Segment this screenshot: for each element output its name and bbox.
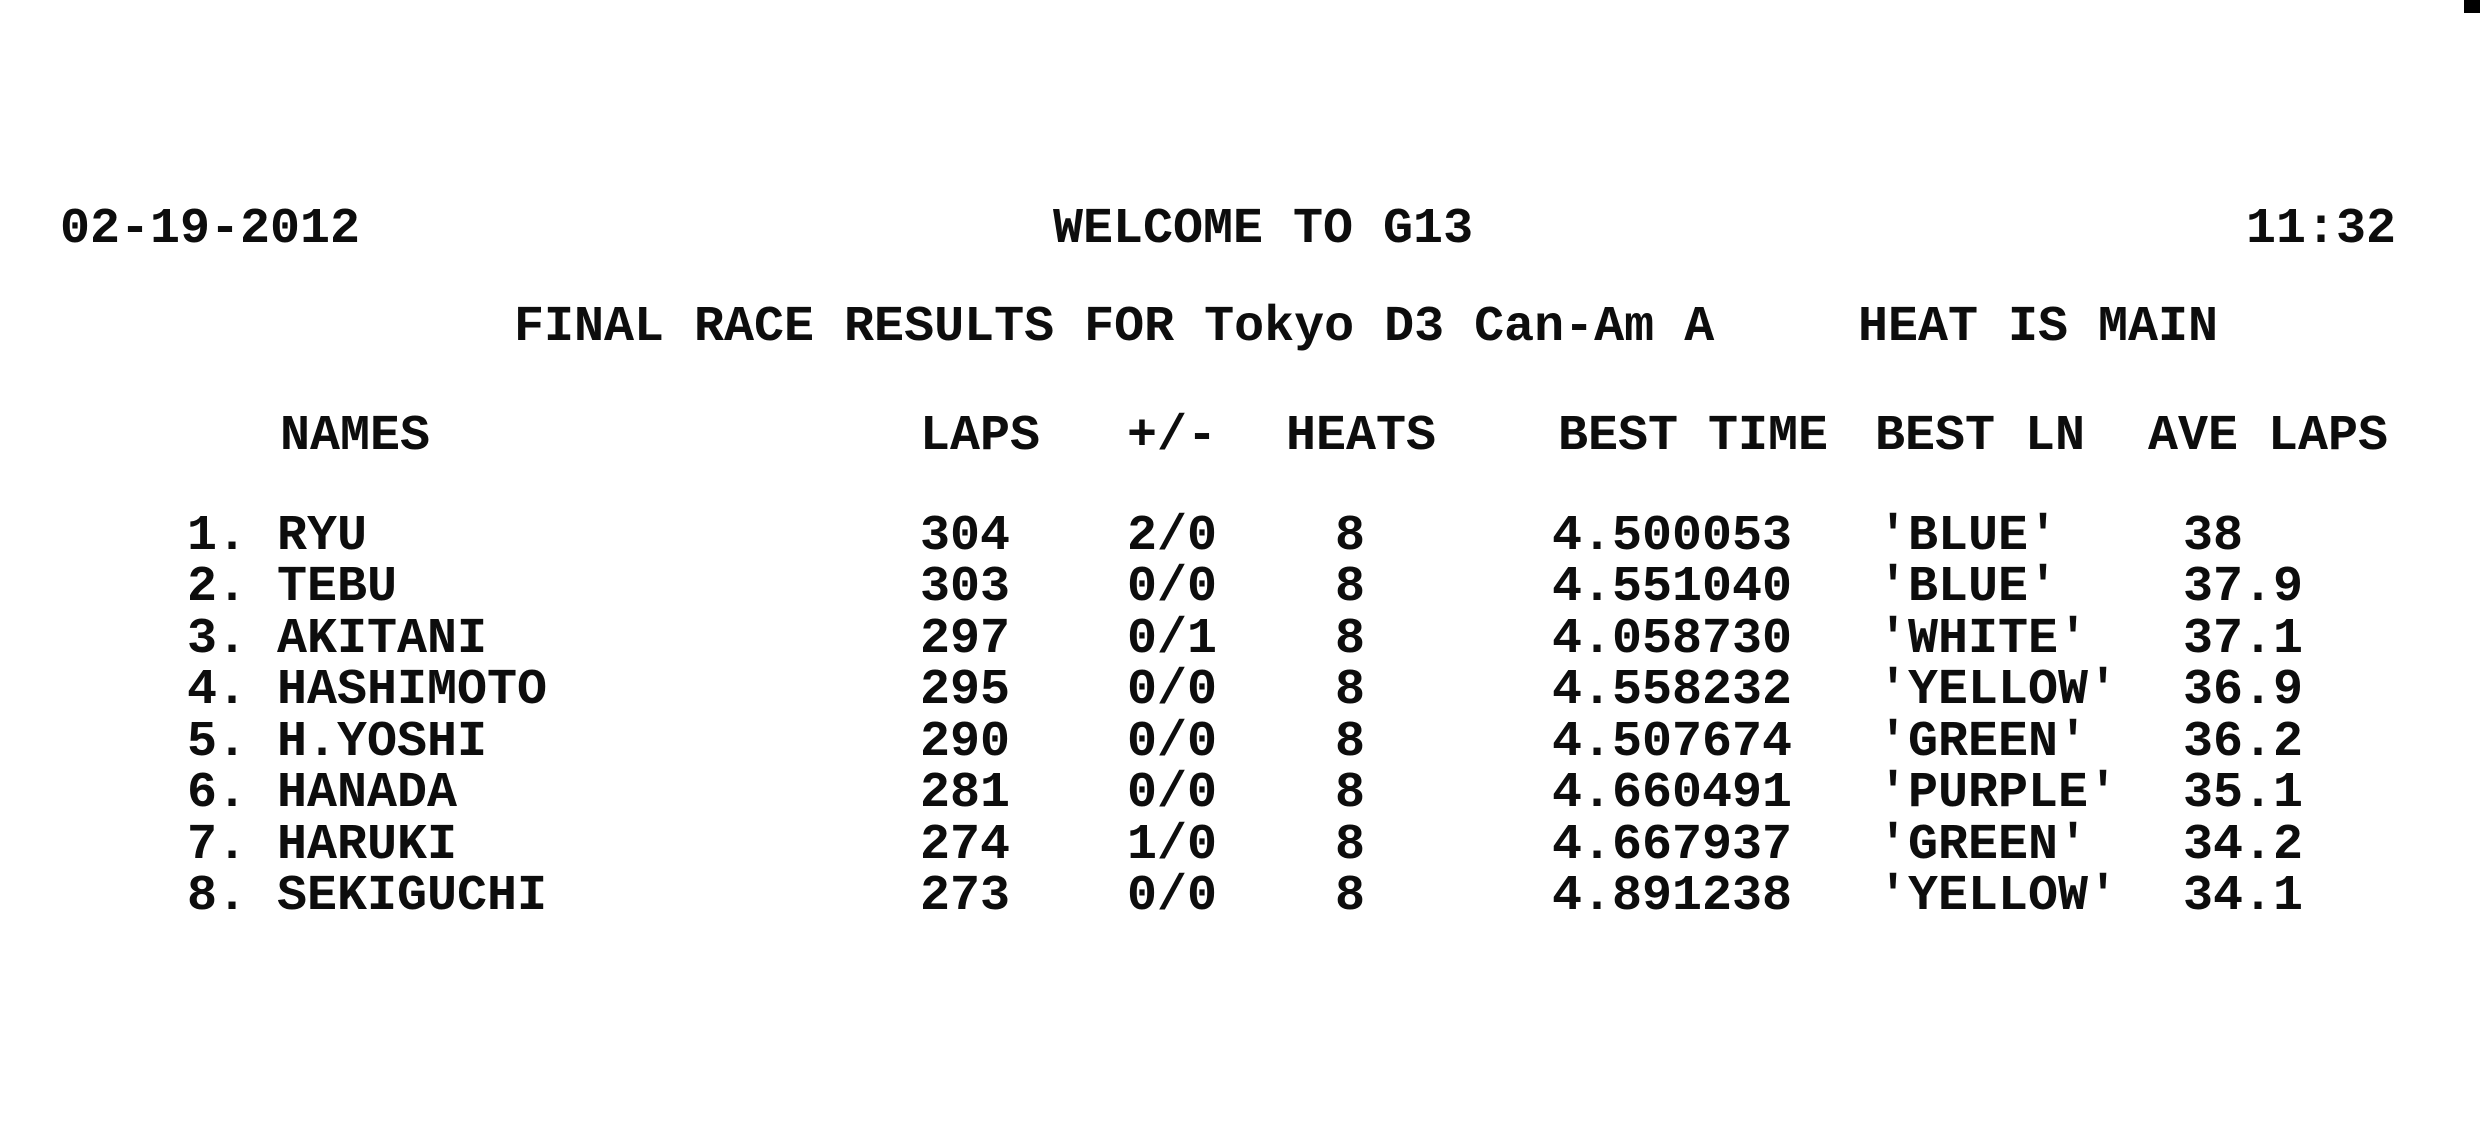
rank-cell: 5. bbox=[187, 714, 248, 771]
heats-cell: 8 bbox=[1335, 714, 1366, 771]
heat-status: HEAT IS MAIN bbox=[1858, 299, 2219, 356]
heats-cell: 8 bbox=[1335, 765, 1366, 822]
heats-cell: 8 bbox=[1335, 817, 1366, 874]
best-time-cell: 4.660491 bbox=[1552, 765, 1793, 822]
heats-cell: 8 bbox=[1335, 611, 1366, 668]
rank-cell: 1. bbox=[187, 508, 248, 565]
best-time-cell: 4.558232 bbox=[1552, 662, 1793, 719]
table-row bbox=[0, 508, 2480, 565]
ave-laps-cell: 37.9 bbox=[2183, 559, 2304, 616]
rank-cell: 8. bbox=[187, 868, 248, 925]
table-row bbox=[0, 868, 2480, 925]
best-lane-cell: 'YELLOW' bbox=[1878, 868, 2119, 925]
col-header-names: NAMES bbox=[280, 408, 431, 465]
rank-cell: 2. bbox=[187, 559, 248, 616]
laps-cell: 303 bbox=[920, 559, 1011, 616]
plus-minus-cell: 0/0 bbox=[1127, 559, 1218, 616]
heats-cell: 8 bbox=[1335, 662, 1366, 719]
page-title: WELCOME TO G13 bbox=[1053, 201, 1474, 258]
report-date: 02-19-2012 bbox=[60, 201, 361, 258]
results-subtitle: FINAL RACE RESULTS FOR Tokyo D3 Can-Am A bbox=[514, 299, 1715, 356]
laps-cell: 304 bbox=[920, 508, 1011, 565]
table-row bbox=[0, 559, 2480, 616]
name-cell: AKITANI bbox=[277, 611, 488, 668]
best-time-cell: 4.667937 bbox=[1552, 817, 1793, 874]
best-time-cell: 4.058730 bbox=[1552, 611, 1793, 668]
heats-cell: 8 bbox=[1335, 508, 1366, 565]
laps-cell: 273 bbox=[920, 868, 1011, 925]
name-cell: HASHIMOTO bbox=[277, 662, 548, 719]
table-row bbox=[0, 662, 2480, 719]
plus-minus-cell: 0/1 bbox=[1127, 611, 1218, 668]
col-header-laps: LAPS bbox=[920, 408, 1041, 465]
rank-cell: 4. bbox=[187, 662, 248, 719]
ave-laps-cell: 38 bbox=[2183, 508, 2244, 565]
best-lane-cell: 'WHITE' bbox=[1878, 611, 2089, 668]
col-header-ave-laps: AVE LAPS bbox=[2148, 408, 2389, 465]
name-cell: HARUKI bbox=[277, 817, 458, 874]
name-cell: HANADA bbox=[277, 765, 458, 822]
best-time-cell: 4.500053 bbox=[1552, 508, 1793, 565]
name-cell: TEBU bbox=[277, 559, 398, 616]
laps-cell: 274 bbox=[920, 817, 1011, 874]
ave-laps-cell: 34.1 bbox=[2183, 868, 2304, 925]
laps-cell: 295 bbox=[920, 662, 1011, 719]
ave-laps-cell: 34.2 bbox=[2183, 817, 2304, 874]
rank-cell: 7. bbox=[187, 817, 248, 874]
heats-cell: 8 bbox=[1335, 868, 1366, 925]
best-time-cell: 4.551040 bbox=[1552, 559, 1793, 616]
ave-laps-cell: 35.1 bbox=[2183, 765, 2304, 822]
col-header-best-time: BEST TIME bbox=[1558, 408, 1829, 465]
ave-laps-cell: 36.2 bbox=[2183, 714, 2304, 771]
rank-cell: 6. bbox=[187, 765, 248, 822]
ave-laps-cell: 36.9 bbox=[2183, 662, 2304, 719]
rank-cell: 3. bbox=[187, 611, 248, 668]
laps-cell: 290 bbox=[920, 714, 1011, 771]
plus-minus-cell: 2/0 bbox=[1127, 508, 1218, 565]
table-row bbox=[0, 714, 2480, 771]
laps-cell: 281 bbox=[920, 765, 1011, 822]
best-lane-cell: 'BLUE' bbox=[1878, 559, 2059, 616]
ave-laps-cell: 37.1 bbox=[2183, 611, 2304, 668]
best-lane-cell: 'GREEN' bbox=[1878, 714, 2089, 771]
plus-minus-cell: 0/0 bbox=[1127, 868, 1218, 925]
best-lane-cell: 'PURPLE' bbox=[1878, 765, 2119, 822]
best-lane-cell: 'YELLOW' bbox=[1878, 662, 2119, 719]
plus-minus-cell: 0/0 bbox=[1127, 714, 1218, 771]
best-time-cell: 4.507674 bbox=[1552, 714, 1793, 771]
name-cell: SEKIGUCHI bbox=[277, 868, 548, 925]
best-time-cell: 4.891238 bbox=[1552, 868, 1793, 925]
heats-cell: 8 bbox=[1335, 559, 1366, 616]
report-time: 11:32 bbox=[2246, 201, 2397, 258]
best-lane-cell: 'GREEN' bbox=[1878, 817, 2089, 874]
table-header-row bbox=[0, 408, 2480, 465]
plus-minus-cell: 0/0 bbox=[1127, 765, 1218, 822]
table-row bbox=[0, 817, 2480, 874]
col-header-heats: HEATS bbox=[1286, 408, 1437, 465]
laps-cell: 297 bbox=[920, 611, 1011, 668]
col-header-best-lane: BEST LN bbox=[1875, 408, 2086, 465]
best-lane-cell: 'BLUE' bbox=[1878, 508, 2059, 565]
name-cell: H.YOSHI bbox=[277, 714, 488, 771]
col-header-plus-minus: +/- bbox=[1127, 408, 1218, 465]
scan-artifact bbox=[2464, 0, 2480, 13]
plus-minus-cell: 0/0 bbox=[1127, 662, 1218, 719]
table-row bbox=[0, 611, 2480, 668]
name-cell: RYU bbox=[277, 508, 368, 565]
plus-minus-cell: 1/0 bbox=[1127, 817, 1218, 874]
table-row bbox=[0, 765, 2480, 822]
